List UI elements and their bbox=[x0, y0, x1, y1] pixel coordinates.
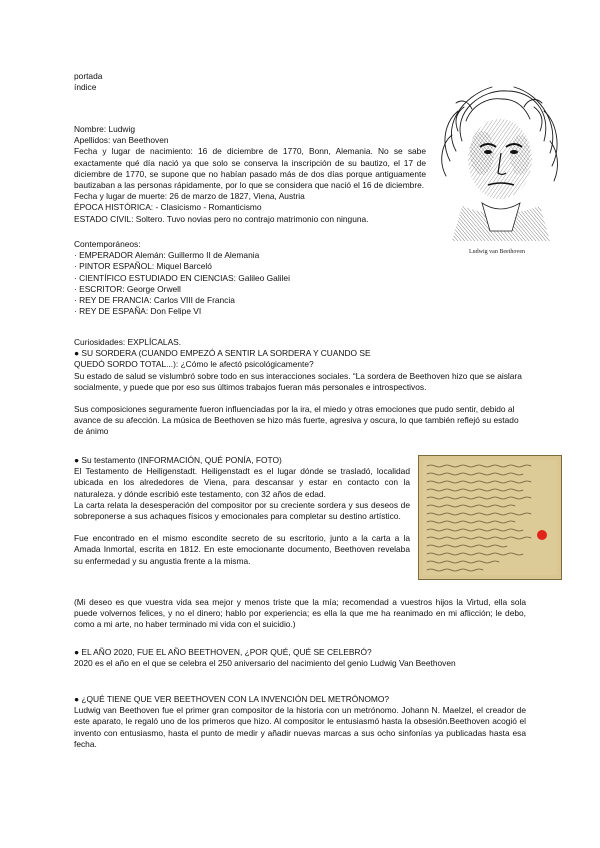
contemporary-item: · ESCRITOR: George Orwell bbox=[74, 283, 181, 294]
contemporary-item: · PINTOR ESPAÑOL: Miquel Barceló bbox=[74, 261, 212, 272]
bio-birth: Fecha y lugar de nacimiento: 16 de diciembre de 1770, Bonn, Alemania. No se sabe exactamente qué día nació ya que solo se conserva la inscripción de su bautizo, el 17 de diciembre de 1770, se supone que no habían pasado más de dos días porque antiguamente bautizaban a las personas rápidamente, por lo que se considera que nació el 16 de diciembre. bbox=[74, 146, 426, 191]
biography bbox=[74, 124, 426, 225]
testament-quote bbox=[74, 597, 526, 631]
cover-link[interactable]: portada bbox=[74, 71, 103, 81]
deafness-paragraph: Su estado de salud se vislumbró sobre todo en sus interacciones sociales. “La sordera de Beethoven hizo que se aislara socialmente, y puede que por eso sus últimos trabajos fueran más personales e introspectivos. bbox=[74, 370, 522, 392]
deafness-heading: ● SU SORDERA (CUANDO EMPEZÓ A SENTIR LA SORDERA Y CUANDO SE bbox=[74, 348, 371, 359]
curiosities-title: Curiosidades: EXPLÍCALAS. bbox=[74, 337, 182, 347]
wax-seal bbox=[537, 530, 547, 540]
metronome-section bbox=[74, 694, 526, 750]
contemporary-item: · REY DE FRANCIA: Carlos VIII de Francia bbox=[74, 295, 235, 306]
contemporaries-title: Contemporáneos: bbox=[74, 239, 141, 249]
testament-heading: ● Su testamento (INFORMACIÓN, QUÉ PONÍA, FOTO) bbox=[74, 455, 282, 465]
testament-paragraph: La carta relata la desesperación del compositor por su creciente sordera y sus deseos de sobreponerse a sus achaques físicos y emocionales para completar su destino artístico. bbox=[74, 499, 410, 522]
contemporary-item: · CIENTÍFICO ESTUDIADO EN CIENCIAS: Galileo Galilei bbox=[74, 272, 290, 283]
bio-marital-status: ESTADO CIVIL: Soltero. Tuvo novias pero no contrajo matrimonio con ninguna. bbox=[74, 213, 369, 224]
year-2020-section bbox=[74, 647, 526, 669]
testament-paragraph: El Testamento de Heiligenstadt. Heiligenstadt es el lugar dónde se trasladó, localidad ubicada en los alrededores de Viena, para descansar y estar en contacto con la naturaleza. y dónde escribió este testamento, con 32 años de edad. bbox=[74, 466, 410, 499]
index-link[interactable]: índice bbox=[74, 82, 97, 93]
contemporary-item: · EMPERADOR Alemán: Guillermo II de Alemania bbox=[74, 250, 260, 261]
metronome-paragraph: Ludwig van Beethoven fue el primer gran compositor de la historia con un metrónomo. Johann N. Maelzel, el creador de este aparato, le regaló uno de los primeros que hizo. Al compositor le entusiasmó hasta la obsesión.Beethoven acogió el invento con entusiasmo, hasta el punto de medir y añadir nuevas marcas a sus ocho sinfonías ya publicadas hasta esa fecha. bbox=[74, 705, 526, 749]
metronome-heading: ● ¿QUÉ TIENE QUE VER BEETHOVEN CON LA INVENCIÓN DEL METRÓNOMO? bbox=[74, 694, 389, 704]
testament-section bbox=[74, 455, 410, 567]
quote-paragraph: (Mi deseo es que vuestra vida sea mejor y menos triste que la mía; recomendad a vuestros hijos la Virtud, ella sola puede volvernos felices, y no el dinero; hablo por experiencia; es ella la que me ha reanimado en mi aflicción; le debo, como a mi arte, no haber terminado mi vida con el suicidio.) bbox=[74, 597, 526, 630]
year-2020-heading: ● EL AÑO 2020, FUE EL AÑO BEETHOVEN, ¿POR QUÉ, QUÉ SE CELEBRÓ? bbox=[74, 647, 372, 657]
bio-death: Fecha y lugar de muerte: 26 de marzo de 1827, Viena, Austria bbox=[74, 191, 305, 202]
year-2020-paragraph: 2020 es el año en el que se celebra el 250 aniversario del nacimiento del genio Ludwig Van Beethoven bbox=[74, 658, 456, 669]
bio-era: ÉPOCA HISTÓRICA: - Clasicismo - Romanticismo bbox=[74, 202, 262, 213]
testament-paragraph: Fue encontrado en el mismo escondite secreto de su escritorio, junto a la carta a la Amada Inmortal, escrita en 1812. En este emocionante documento, Beethoven revelaba su enfermedad y su angustia frente a la misma. bbox=[74, 533, 410, 566]
deafness-paragraph: Sus composiciones seguramente fueron influenciadas por la ira, el miedo y otras emociones que pudo sentir, debido al avance de su afección. La música de Beethoven se hizo más fuerte, agresiva y oscura, lo que también reflejó su estado de ánimo bbox=[74, 404, 519, 437]
portrait-caption: Ludwig van Beethoven bbox=[469, 249, 525, 255]
bio-surname: Apellidos: van Beethoven bbox=[74, 135, 169, 146]
curiosities-section bbox=[74, 337, 526, 438]
contemporary-item: · REY DE ESPAÑA: Don Felipe VI bbox=[74, 306, 202, 317]
beethoven-portrait bbox=[432, 81, 562, 258]
testament-manuscript-image bbox=[418, 455, 562, 580]
deafness-heading-cont: QUEDÓ SORDO TOTAL...): ¿Cómo le afectó psicológicamente? bbox=[74, 359, 314, 370]
bio-name: Nombre: Ludwig bbox=[74, 124, 135, 134]
contemporaries-section bbox=[74, 239, 290, 317]
